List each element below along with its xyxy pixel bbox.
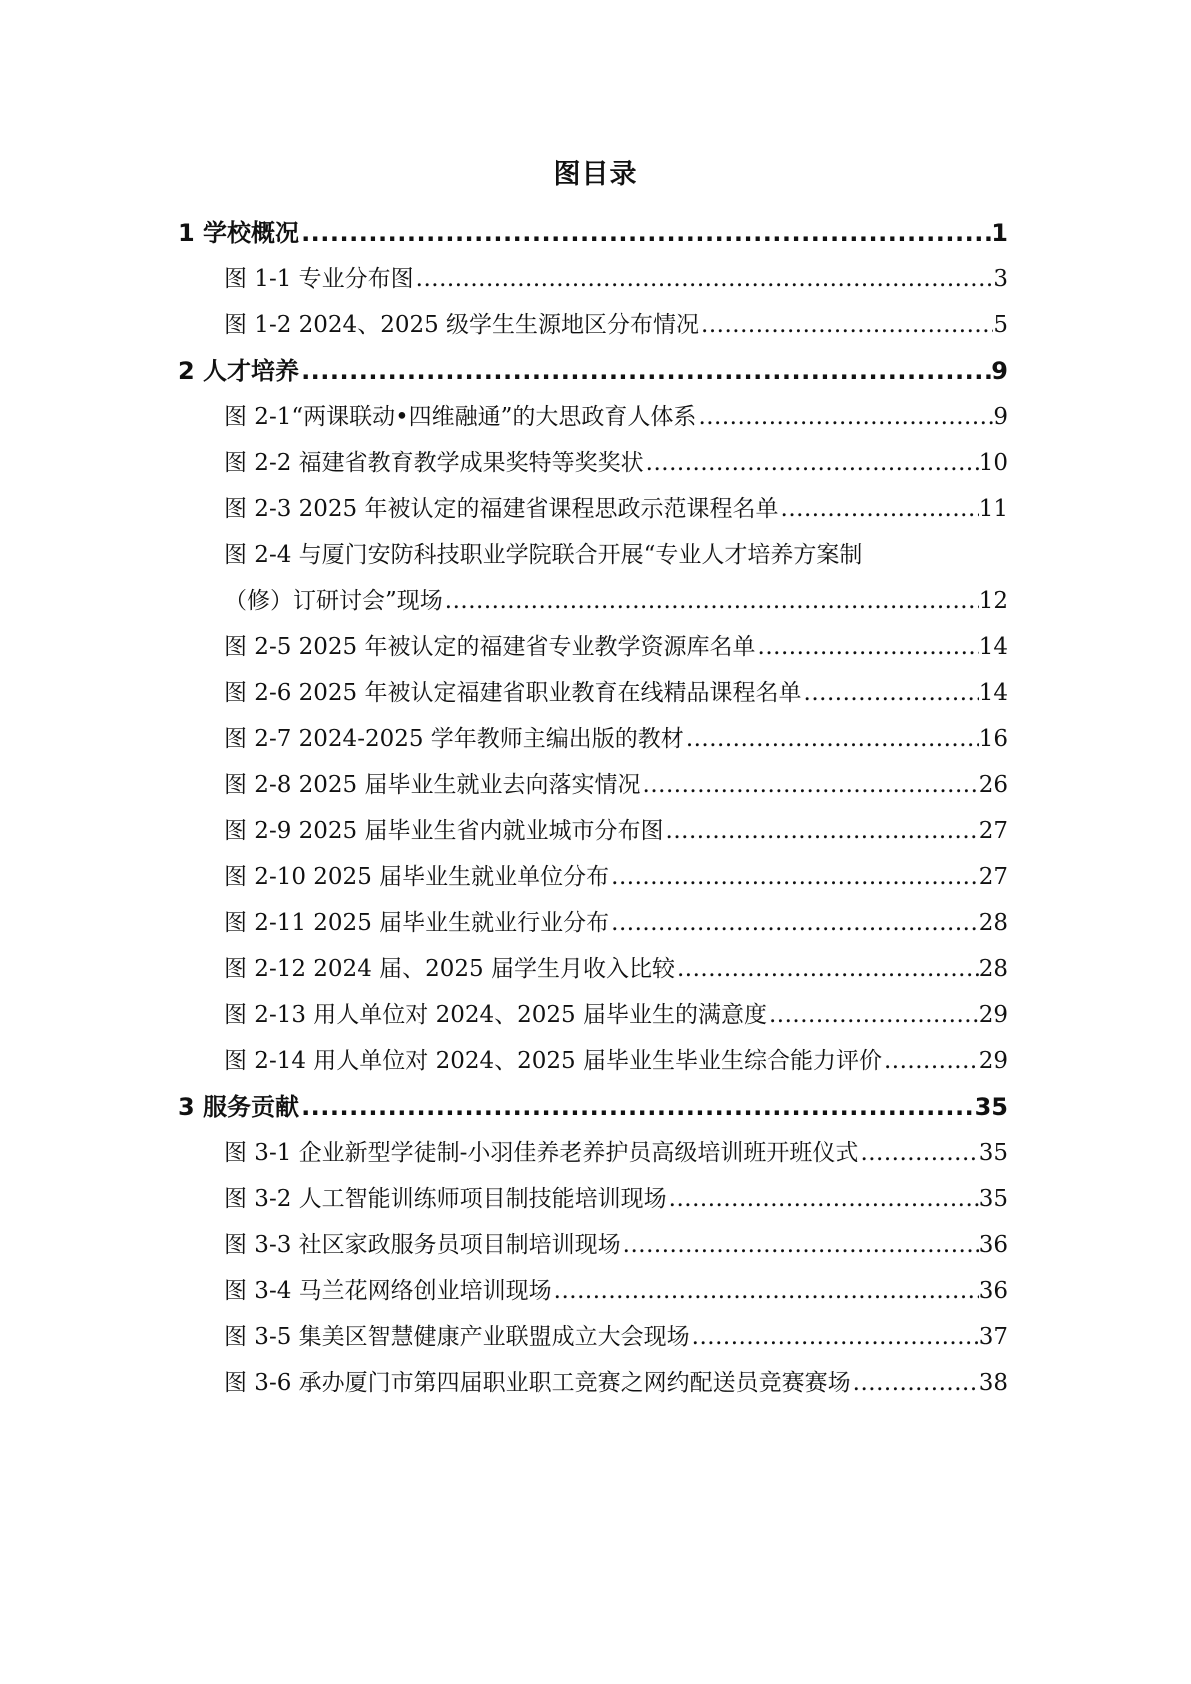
toc-entry-label: 图 2-2 福建省教育教学成果奖特等奖奖状 (224, 450, 644, 476)
dot-leader (299, 212, 991, 254)
toc-entry-page: 35 (974, 1093, 1008, 1121)
toc-entry-label: 图 3-2 人工智能训练师项目制技能培训现场 (224, 1186, 667, 1212)
toc-figure-entry[interactable] (224, 856, 1008, 898)
toc-entry-label: 图 2-6 2025 年被认定福建省职业教育在线精品课程名单 (224, 680, 802, 706)
toc-section-entry[interactable] (178, 212, 1008, 254)
toc-figure-entry[interactable] (224, 948, 1008, 990)
toc-figure-entry[interactable] (224, 396, 1008, 438)
toc-entry-page: 9 (993, 404, 1008, 430)
toc-figure-entry[interactable] (224, 1316, 1008, 1358)
toc-figure-entry[interactable] (224, 304, 1008, 346)
toc-entry-page: 1 (991, 219, 1008, 247)
toc-entry-label: 图 2-5 2025 年被认定的福建省专业教学资源库名单 (224, 634, 756, 660)
toc-section-entry[interactable] (178, 350, 1008, 392)
toc-entry-page: 27 (978, 818, 1008, 844)
toc-entry-label: 图 3-3 社区家政服务员项目制培训现场 (224, 1232, 621, 1258)
toc-entry-label: 图 1-2 2024、2025 级学生生源地区分布情况 (224, 312, 700, 338)
toc-figure-entry-continuation[interactable] (224, 580, 1008, 622)
toc-entry-page: 16 (978, 726, 1008, 752)
dot-leader (299, 1086, 975, 1128)
toc-figure-entry[interactable] (224, 764, 1008, 806)
toc-figure-entry[interactable] (224, 1040, 1008, 1082)
dot-leader (802, 672, 979, 714)
toc-entry-label: 图 3-1 企业新型学徒制-小羽佳养老养护员高级培训班开班仪式 (224, 1140, 859, 1166)
toc-entry-page: 14 (978, 680, 1008, 706)
page-title: 图目录 (553, 159, 638, 190)
toc-figure-entry[interactable] (224, 994, 1008, 1036)
toc-entry-page: 35 (978, 1186, 1008, 1212)
toc-entry-label: 图 2-9 2025 届毕业生省内就业城市分布图 (224, 818, 664, 844)
toc-figure-entry[interactable] (224, 1224, 1008, 1266)
dot-leader (675, 948, 979, 990)
toc-entry-label: 图 2-14 用人单位对 2024、2025 届毕业生毕业生综合能力评价 (224, 1048, 882, 1074)
dot-leader (756, 626, 979, 668)
dot-leader (443, 580, 979, 622)
toc-entry-label: 2 人才培养 (178, 357, 300, 385)
dot-leader (882, 1040, 979, 1082)
dot-leader (667, 1178, 979, 1220)
toc-entry-label: 图 3-4 马兰花网络创业培训现场 (224, 1278, 552, 1304)
toc-figure-entry[interactable] (224, 718, 1008, 760)
toc-entry-label: 图 2-7 2024-2025 学年教师主编出版的教材 (224, 726, 684, 752)
dot-leader (779, 488, 979, 530)
toc-section-entry[interactable] (178, 1086, 1008, 1128)
toc-entry-label: 图 2-10 2025 届毕业生就业单位分布 (224, 864, 610, 890)
toc-entry-page: 11 (978, 496, 1008, 522)
toc-entry-page: 27 (978, 864, 1008, 890)
toc-entry-label: 图 2-3 2025 年被认定的福建省课程思政示范课程名单 (224, 496, 779, 522)
toc-entry-page: 28 (978, 910, 1008, 936)
dot-leader (664, 810, 979, 852)
toc-entry-label: 图 3-5 集美区智慧健康产业联盟成立大会现场 (224, 1324, 690, 1350)
toc-entry-page: 29 (978, 1002, 1008, 1028)
toc-figure-entry[interactable] (224, 534, 1008, 576)
dot-leader (684, 718, 979, 760)
toc-figure-entry[interactable] (224, 672, 1008, 714)
toc-figure-entry[interactable] (224, 442, 1008, 484)
toc-figure-entry[interactable] (224, 1132, 1008, 1174)
dot-leader (851, 1362, 979, 1404)
toc-figure-entry[interactable] (224, 902, 1008, 944)
dot-leader (699, 304, 993, 346)
toc-figure-entry[interactable] (224, 626, 1008, 668)
toc-entry-label: 图 2-12 2024 届、2025 届学生月收入比较 (224, 956, 675, 982)
toc-entry-page: 3 (993, 266, 1008, 292)
toc-entry-page: 28 (978, 956, 1008, 982)
toc-figure-entry[interactable] (224, 258, 1008, 300)
toc-entry-label: 图 2-4 与厦门安防科技职业学院联合开展“专业人才培养方案制 (224, 542, 863, 568)
dot-leader (299, 350, 991, 392)
dot-leader (414, 258, 994, 300)
toc-entry-label: 图 3-6 承办厦门市第四届职业职工竞赛之网约配送员竞赛赛场 (224, 1370, 851, 1396)
toc-entry-page: 38 (978, 1370, 1008, 1396)
toc-entry-label: 图 2-1“两课联动•四维融通”的大思政育人体系 (224, 404, 697, 430)
toc-entry-page: 29 (978, 1048, 1008, 1074)
toc-entry-page: 10 (978, 450, 1008, 476)
toc-entry-label: 图 1-1 专业分布图 (224, 266, 414, 292)
toc-entry-page: 12 (978, 588, 1008, 614)
toc-figure-entry[interactable] (224, 1178, 1008, 1220)
toc-entry-label: 图 2-11 2025 届毕业生就业行业分布 (224, 910, 610, 936)
toc-entry-label: 3 服务贡献 (178, 1093, 300, 1121)
toc-entry-label: 图 2-8 2025 届毕业生就业去向落实情况 (224, 772, 641, 798)
dot-leader (767, 994, 979, 1036)
dot-leader (552, 1270, 979, 1312)
dot-leader (609, 902, 979, 944)
dot-leader (621, 1224, 979, 1266)
dot-leader (696, 396, 993, 438)
toc-entry-page: 14 (978, 634, 1008, 660)
toc-figure-entry[interactable] (224, 1362, 1008, 1404)
toc-entry-page: 26 (978, 772, 1008, 798)
dot-leader (641, 764, 979, 806)
toc-entry-page: 5 (993, 312, 1008, 338)
dot-leader (690, 1316, 979, 1358)
toc-figure-entry[interactable] (224, 488, 1008, 530)
dot-leader (858, 1132, 978, 1174)
dot-leader (609, 856, 979, 898)
dot-leader (644, 442, 979, 484)
toc-figure-entry[interactable] (224, 1270, 1008, 1312)
toc-entry-label: 1 学校概况 (178, 219, 300, 247)
toc-figure-entry[interactable] (224, 810, 1008, 852)
toc-entry-label: （修）订研讨会”现场 (224, 588, 443, 614)
toc-entry-page: 36 (978, 1278, 1008, 1304)
toc-entry-page: 36 (978, 1232, 1008, 1258)
toc-entry-label: 图 2-13 用人单位对 2024、2025 届毕业生的满意度 (224, 1002, 767, 1028)
toc-entry-page: 35 (978, 1140, 1008, 1166)
toc-entry-page: 37 (978, 1324, 1008, 1350)
toc-entry-page: 9 (991, 357, 1008, 385)
